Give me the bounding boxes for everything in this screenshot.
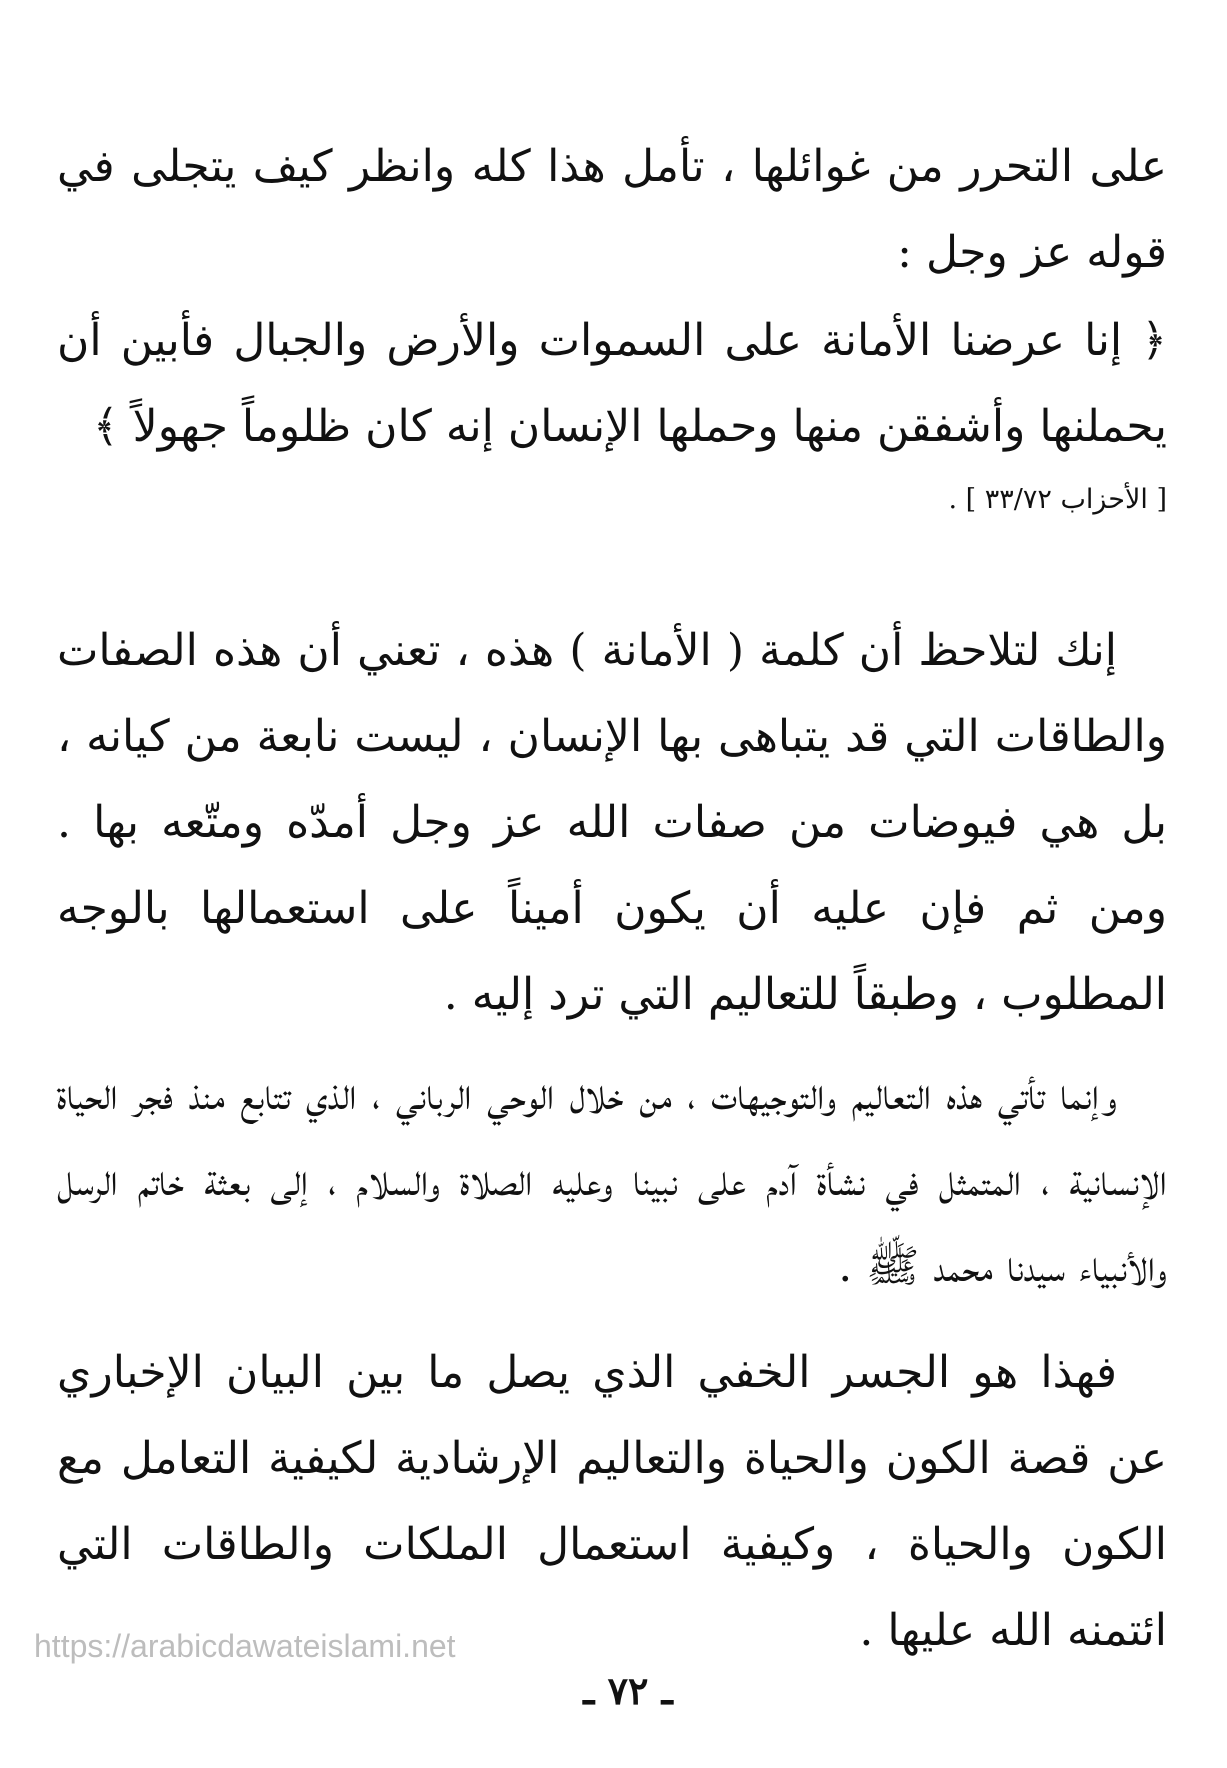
paragraph-amana: إنك لتلاحظ أن كلمة ( الأمانة ) هذه ، تعني أن هذه الصفات والطاقات التي قد يتباهى بها الإنسان ، ليست نابعة من كيانه ، بل هي فيوضات من صفات الله عز وجل أمدّه ومتّعه بها . ومن ثم فإن عليه أن يكون أميناً على استعمالها بالوجه المطلوب ، وطبقاً للتعاليم التي ترد إليه . bbox=[57, 625, 1167, 1020]
page-number: ـ ٧٢ ـ bbox=[583, 1668, 673, 1713]
paragraph-intro: على التحرر من غوائلها ، تأمل هذا كله وانظر كيف يتجلى في قوله عز وجل : bbox=[57, 141, 1167, 278]
paragraph-revelation: وإنما تأتي هذه التعاليم والتوجيهات ، من خلال الوحي الرباني ، الذي تتابع منذ فجر الحياة الإنسانية ، المتمثل في نشأة آدم على نبينا وعليه الصلاة والسلام ، إلى بعثة خاتم الرسل والأنبياء سيدنا محمد ﷺ . bbox=[57, 1069, 1167, 1292]
watermark-url: https://arabicdawateislami.net bbox=[34, 1628, 456, 1664]
quran-verse: ﴿ إنا عرضنا الأمانة على السموات والأرض والجبال فأبين أن يحملنها وأشفقن منها وحملها الإنسان إنه كان ظلوماً جهولاً ﴾ bbox=[57, 315, 1167, 452]
paragraph-bridge: فهذا هو الجسر الخفي الذي يصل ما بين البيان الإخباري عن قصة الكون والحياة والتعاليم الإرشادية لكيفية التعامل مع الكون والحياة ، وكيفية استعمال الملكات والطاقات التي ائتمنه الله عليها . bbox=[57, 1347, 1167, 1656]
verse-reference: [ الأحزاب ٣٣/٧٢ ] . bbox=[948, 484, 1167, 515]
